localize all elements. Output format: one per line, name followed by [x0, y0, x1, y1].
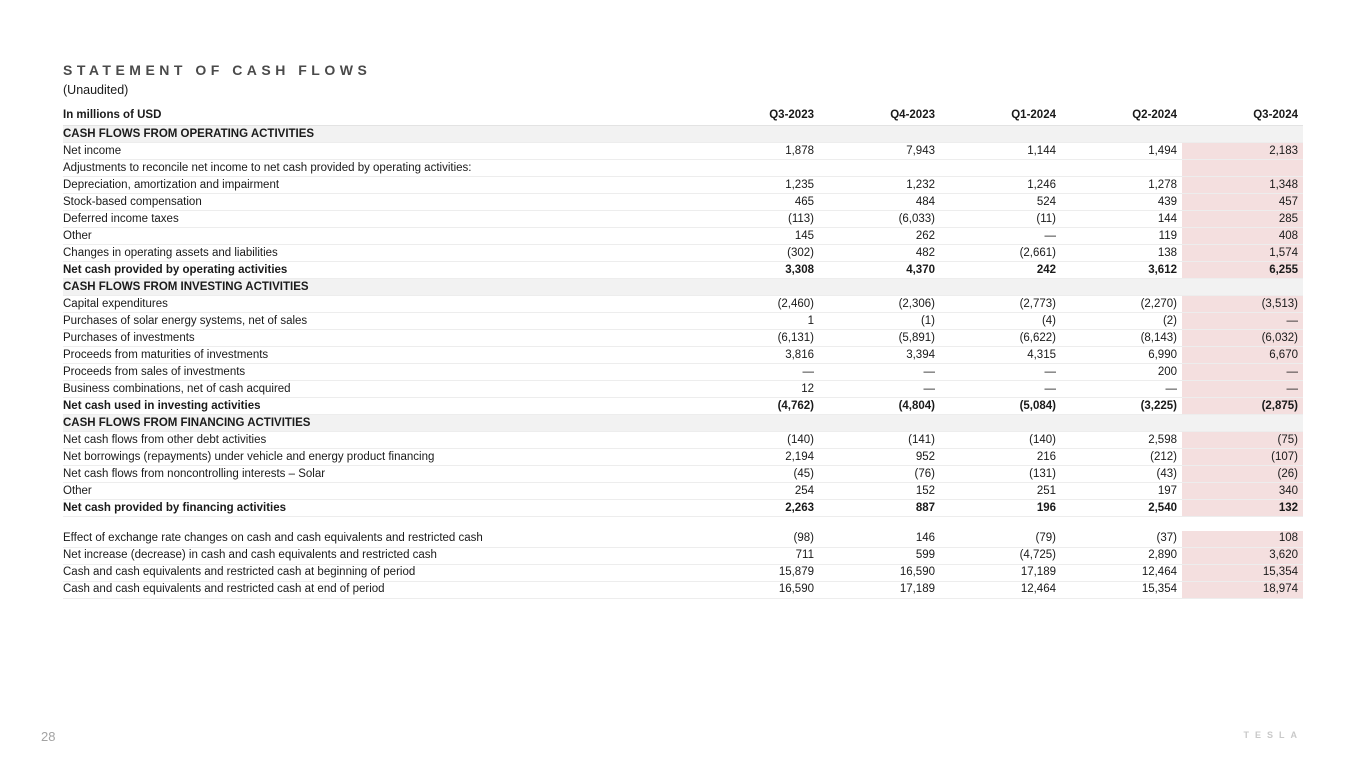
row-value: (2,460) [777, 297, 814, 310]
table-row [63, 347, 1303, 364]
row-value: (2) [1162, 314, 1177, 327]
row-value: 145 [794, 229, 814, 242]
tesla-logo: TESLA [1243, 730, 1303, 740]
row-label: Other [63, 484, 92, 497]
row-value: 132 [1182, 500, 1303, 517]
row-value: 17,189 [899, 583, 935, 595]
row-value: (4,762) [777, 399, 814, 412]
row-label: Depreciation, amortization and impairment [63, 178, 280, 191]
row-value: 1,878 [785, 144, 814, 157]
row-value: (131) [1029, 467, 1056, 480]
row-value: 6,990 [1148, 348, 1177, 361]
row-value: 216 [1036, 450, 1056, 463]
row-value [1061, 160, 1182, 177]
row-label: Net cash flows from noncontrolling interests – Solar [63, 467, 326, 480]
row-label: Net cash provided by operating activities [63, 263, 288, 276]
row-value: (6,033) [898, 212, 935, 225]
row-value: 12,464 [1141, 566, 1177, 578]
row-value: 144 [1157, 212, 1177, 225]
table-row [63, 432, 1303, 449]
table-row [63, 330, 1303, 347]
cash-flow-table [63, 106, 1303, 599]
row-value: (5,891) [898, 331, 935, 344]
table-row [63, 564, 1303, 581]
table-row [63, 483, 1303, 500]
row-value: 2,194 [785, 450, 814, 463]
row-label [63, 517, 698, 531]
row-label: Net cash flows from other debt activities [63, 433, 267, 446]
total-row [63, 262, 1303, 279]
row-value: 599 [915, 549, 935, 561]
row-label: Net income [63, 144, 122, 157]
row-value: 262 [915, 229, 935, 242]
row-value [819, 517, 940, 531]
row-value: 3,308 [785, 263, 814, 276]
column-header-q4-2023: Q4-2023 [819, 106, 940, 126]
table-row [63, 547, 1303, 564]
table-row [63, 160, 1303, 177]
row-value: 285 [1182, 211, 1303, 228]
row-value: 16,590 [899, 566, 935, 578]
row-value: 18,974 [1182, 581, 1303, 598]
row-value: (26) [1182, 466, 1303, 483]
column-header-q3-2023: Q3-2023 [698, 106, 819, 126]
table-row [63, 313, 1303, 330]
row-value: — [1182, 364, 1303, 381]
row-value: — [1044, 382, 1056, 395]
row-value: 408 [1182, 228, 1303, 245]
row-value: 1,348 [1182, 177, 1303, 194]
row-value: (6,032) [1182, 330, 1303, 347]
row-value: — [923, 365, 935, 378]
row-value: 2,890 [1148, 549, 1177, 561]
row-value: (5,084) [1019, 399, 1056, 412]
row-value: — [1182, 381, 1303, 398]
table-row [63, 381, 1303, 398]
row-label: Stock-based compensation [63, 195, 202, 208]
row-value [698, 160, 819, 177]
column-header-q3-2024: Q3-2024 [1182, 106, 1303, 126]
row-value [940, 160, 1061, 177]
row-value [698, 517, 819, 531]
row-value: 1,278 [1148, 178, 1177, 191]
row-value: (2,306) [898, 297, 935, 310]
row-value: 465 [794, 195, 814, 208]
row-value: (4,804) [898, 399, 935, 412]
row-label: Cash and cash equivalents and restricted cash at beginning of period [63, 566, 416, 578]
row-value: — [1044, 229, 1056, 242]
table-row [63, 296, 1303, 313]
row-label: Proceeds from sales of investments [63, 365, 246, 378]
row-value: (3,225) [1140, 399, 1177, 412]
row-value: 196 [1036, 501, 1056, 514]
row-value: (6,622) [1019, 331, 1056, 344]
row-value: (2,270) [1140, 297, 1177, 310]
row-value [1182, 517, 1303, 531]
row-value: 952 [915, 450, 935, 463]
row-value: (2,875) [1182, 398, 1303, 415]
row-value: 3,816 [785, 348, 814, 361]
row-value: 1,494 [1148, 144, 1177, 157]
row-value: (2,661) [1019, 246, 1056, 259]
row-value: (75) [1182, 432, 1303, 449]
spacer-row [63, 517, 1303, 531]
row-value: — [1182, 313, 1303, 330]
row-value: (2,773) [1019, 297, 1056, 310]
row-label: Capital expenditures [63, 297, 168, 310]
row-value: 7,943 [906, 144, 935, 157]
row-value: 4,370 [906, 263, 935, 276]
row-value [1061, 517, 1182, 531]
row-value: 152 [915, 484, 935, 497]
row-value: (140) [787, 433, 814, 446]
row-value: — [1044, 365, 1056, 378]
row-value: 887 [915, 501, 935, 514]
row-value: 1,144 [1027, 144, 1056, 157]
row-value: 439 [1157, 195, 1177, 208]
row-value: 524 [1036, 195, 1056, 208]
unit-label: In millions of USD [63, 106, 698, 126]
row-value: 6,255 [1182, 262, 1303, 279]
row-label: Cash and cash equivalents and restricted cash at end of period [63, 583, 385, 595]
row-value: 2,183 [1182, 143, 1303, 160]
row-value: 254 [794, 484, 814, 497]
page-subtitle: (Unaudited) [63, 83, 129, 97]
row-value: 3,612 [1148, 263, 1177, 276]
row-label: Net borrowings (repayments) under vehicle and energy product financing [63, 450, 435, 463]
row-value: (113) [788, 212, 814, 225]
row-value: 15,354 [1182, 564, 1303, 581]
row-value: (302) [787, 246, 814, 259]
table-row [63, 364, 1303, 381]
table-row [63, 449, 1303, 466]
table-row [63, 245, 1303, 262]
row-value [819, 160, 940, 177]
row-value: (212) [1150, 450, 1177, 463]
row-label: Changes in operating assets and liabilities [63, 246, 278, 259]
row-value: 197 [1157, 484, 1177, 497]
row-label: Deferred income taxes [63, 212, 179, 225]
row-value: 146 [915, 532, 935, 544]
row-value: 3,620 [1182, 547, 1303, 564]
page-title: STATEMENT OF CASH FLOWS [63, 62, 372, 78]
row-value: (1) [920, 314, 935, 327]
row-value: (79) [1035, 532, 1056, 544]
row-value [940, 517, 1061, 531]
table-row [63, 211, 1303, 228]
row-label: Business combinations, net of cash acquired [63, 382, 291, 395]
table-row [63, 531, 1303, 548]
row-value: 17,189 [1020, 566, 1056, 578]
row-value: 108 [1182, 531, 1303, 548]
row-label: Net increase (decrease) in cash and cash equivalents and restricted cash [63, 549, 437, 561]
row-value: (45) [793, 467, 814, 480]
row-value: — [1165, 382, 1177, 395]
row-value: (107) [1182, 449, 1303, 466]
row-label: Purchases of solar energy systems, net of sales [63, 314, 308, 327]
row-value: 340 [1182, 483, 1303, 500]
table-header-row [63, 106, 1303, 126]
row-value: 16,590 [778, 583, 814, 595]
row-value: 484 [915, 195, 935, 208]
row-value: (6,131) [777, 331, 814, 344]
row-value: 3,394 [906, 348, 935, 361]
row-value: (140) [1029, 433, 1056, 446]
slide-content [63, 62, 1303, 599]
row-value: (76) [914, 467, 935, 480]
row-value: 1 [807, 314, 814, 327]
row-value: 1,232 [906, 178, 935, 191]
column-header-q2-2024: Q2-2024 [1061, 106, 1182, 126]
row-value: (11) [1036, 212, 1056, 225]
row-value: 6,670 [1182, 347, 1303, 364]
row-value: 711 [795, 549, 814, 561]
row-value: (4,725) [1019, 549, 1056, 561]
row-value: — [802, 365, 814, 378]
row-value: 457 [1182, 194, 1303, 211]
row-label: Net cash used in investing activities [63, 399, 261, 412]
section-header-row [63, 279, 1303, 296]
table-row [63, 177, 1303, 194]
row-value: 200 [1157, 365, 1177, 378]
table-row [63, 194, 1303, 211]
row-value: 1,235 [785, 178, 814, 191]
table-row [63, 466, 1303, 483]
row-label: Effect of exchange rate changes on cash and cash equivalents and restricted cash [63, 532, 483, 544]
section-header-row [63, 415, 1303, 432]
row-value: 242 [1036, 263, 1056, 276]
table-row [63, 228, 1303, 245]
row-value: (3,513) [1182, 296, 1303, 313]
row-label: CASH FLOWS FROM INVESTING ACTIVITIES [63, 279, 1303, 296]
table-row [63, 143, 1303, 160]
table-row [63, 581, 1303, 598]
row-label: Net cash provided by financing activities [63, 501, 287, 514]
row-value: — [923, 382, 935, 395]
row-label: Other [63, 229, 92, 242]
row-value: 2,263 [785, 501, 814, 514]
total-row [63, 500, 1303, 517]
row-value: (8,143) [1140, 331, 1177, 344]
section-header-row [63, 126, 1303, 143]
row-label: CASH FLOWS FROM FINANCING ACTIVITIES [63, 415, 1303, 432]
row-value: 119 [1158, 229, 1177, 242]
column-header-q1-2024: Q1-2024 [940, 106, 1061, 126]
row-label: CASH FLOWS FROM OPERATING ACTIVITIES [63, 126, 1303, 143]
row-value: 2,598 [1148, 433, 1177, 446]
row-value: 251 [1036, 484, 1056, 497]
cash-flow-table-body [63, 126, 1303, 599]
row-value: 12,464 [1020, 583, 1056, 595]
row-value: 1,574 [1182, 245, 1303, 262]
total-row [63, 398, 1303, 415]
row-value: 138 [1157, 246, 1177, 259]
row-value: 2,540 [1148, 501, 1177, 514]
row-value: 4,315 [1027, 348, 1056, 361]
row-value [1182, 160, 1303, 177]
row-label: Purchases of investments [63, 331, 195, 344]
row-value: 15,354 [1141, 583, 1177, 595]
page-number: 28 [41, 729, 56, 744]
row-label: Proceeds from maturities of investments [63, 348, 269, 361]
row-value: (141) [908, 433, 935, 446]
row-label: Adjustments to reconcile net income to net cash provided by operating activities: [63, 161, 472, 174]
row-value: (4) [1041, 314, 1056, 327]
row-value: 482 [915, 246, 935, 259]
row-value: (37) [1156, 532, 1177, 544]
row-value: 1,246 [1027, 178, 1056, 191]
row-value: 15,879 [778, 566, 814, 578]
row-value: 12 [801, 382, 814, 395]
row-value: (98) [793, 532, 814, 544]
row-value: (43) [1156, 467, 1177, 480]
